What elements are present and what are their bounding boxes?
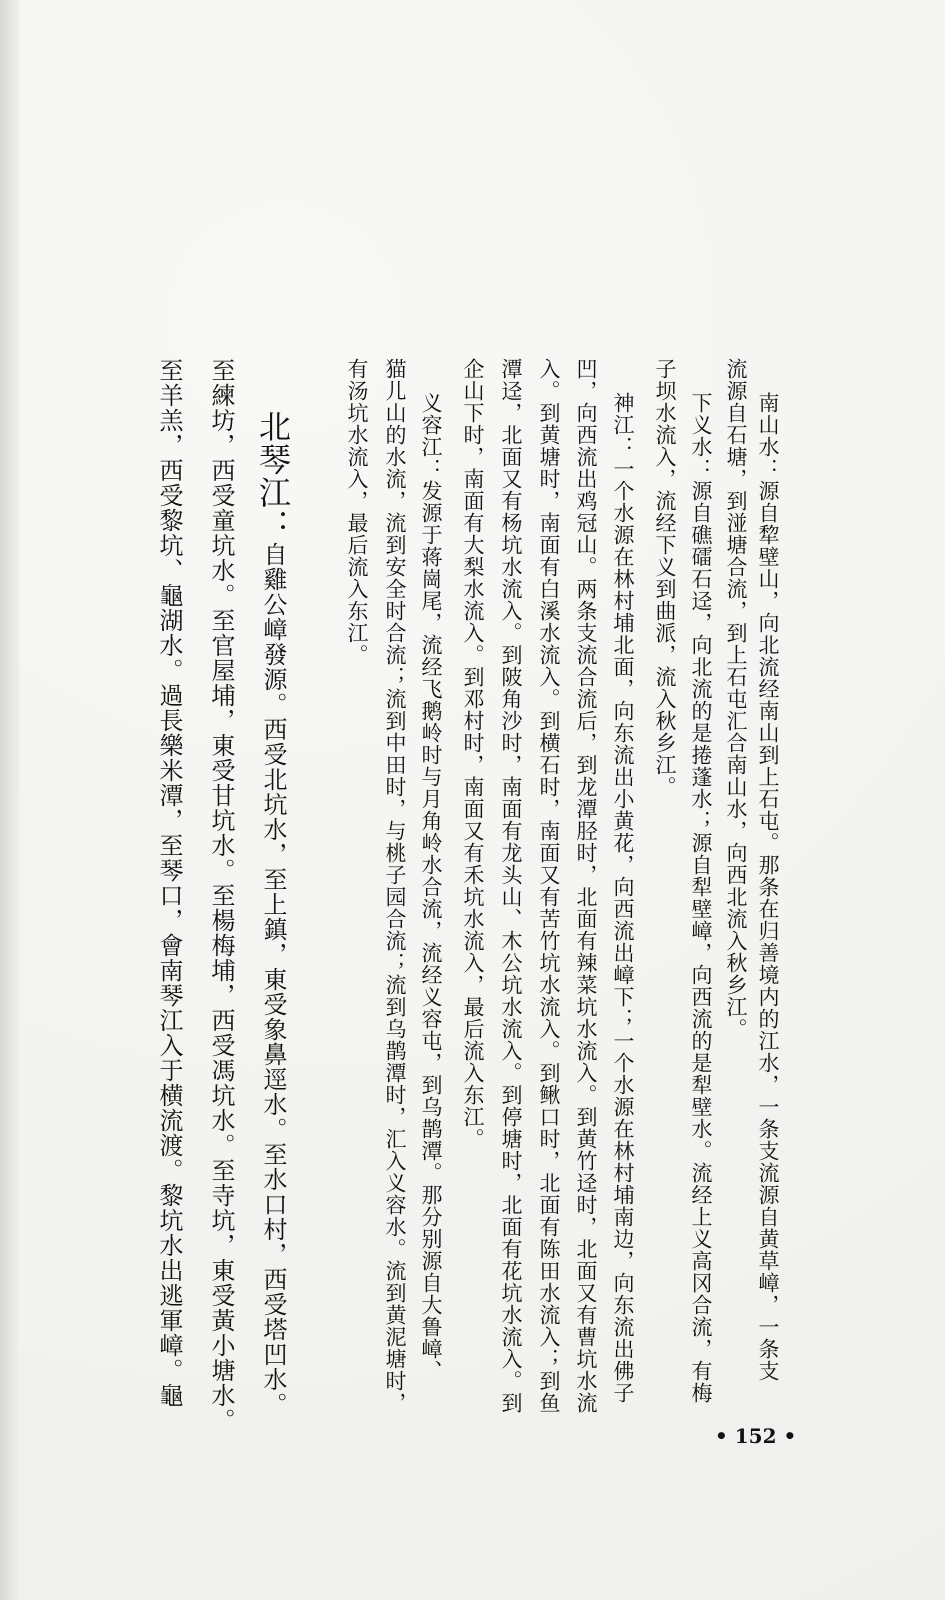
text-column-7: 入。到黄塘时，南面有白溪水流入。到横石时，南面又有苦竹坑水流入。到鳅口时，北面有陈田水流入；到鱼 — [537, 358, 561, 1414]
section-heading-column — [254, 410, 292, 1417]
text-column-5: 神江：一个水源在林村埔北面，向东流出小黄花，向西流出嶂下；一个水源在林村埔南边，向东流出佛子 — [611, 392, 635, 1404]
section-text: 自雞公嶂發源。西受北坑水，至上鎮，東受象鼻逕水。至水口村，西受塔凹水。 — [259, 542, 287, 1417]
text-column-11: 猫儿山的水流，流到安全时合流；流到中田时，与桃子园合流；流到乌鹊潭时，汇入义容水。流到黄泥塘时， — [383, 358, 407, 1414]
page-number: • 152 • — [715, 1424, 797, 1448]
text-column-6: 凹，向西流出鸡冠山。两条支流合流后，到龙潭胫时，北面有辣菜坑水流入。到黄竹迳时，北面又有曹坑水流 — [574, 358, 598, 1414]
text-column-big-2: 至羊羔，西受黎坑、龜湖水。過長樂米潭，至琴口，會南琴江入于横流渡。黎坑水出逃軍嶂。龜 — [155, 358, 183, 1408]
text-column-2: 流源自石塘，到湴塘合流，到上石屯汇合南山水，向西北流入秋乡江。 — [724, 358, 748, 1040]
section-title: 北琴江： — [254, 410, 292, 542]
text-column-9: 企山下时，南面有大梨水流入。到邓村时，南面又有禾坑水流入，最后流入东江。 — [461, 358, 485, 1150]
text-column-3: 下义水：源自礁礌石迳，向北流的是捲蓬水；源自犁壁嶂，向西流的是犁壁水。流经上义高冈合流，有梅 — [689, 392, 713, 1404]
page-gutter — [0, 0, 20, 1600]
text-column-4: 子坝水流入，流经下义到曲派，流入秋乡江。 — [653, 358, 677, 798]
text-column-big-1: 至練坊，西受童坑水。至官屋埔，東受甘坑水。至楊梅埔，西受馮坑水。至寺坑，東受黃小塘水。 — [207, 358, 235, 1433]
text-column-8: 潭迳，北面又有杨坑水流入。到陂角沙时，南面有龙头山、木公坑水流入。到停塘时，北面有花坑水流入。到 — [499, 358, 523, 1414]
text-column-12: 有汤坑水流入，最后流入东江。 — [345, 358, 369, 666]
text-column-1: 南山水：源自犂壁山，向北流经南山到上石屯。那条在归善境内的江水，一条支流源自黄草嶂，一条支 — [756, 392, 780, 1382]
text-column-10: 义容江：发源于蒋崗尾，流经飞鹅岭时与月角岭水合流，流经义容屯，到乌鹊潭。那分别源自大鲁嶂、 — [419, 392, 443, 1382]
